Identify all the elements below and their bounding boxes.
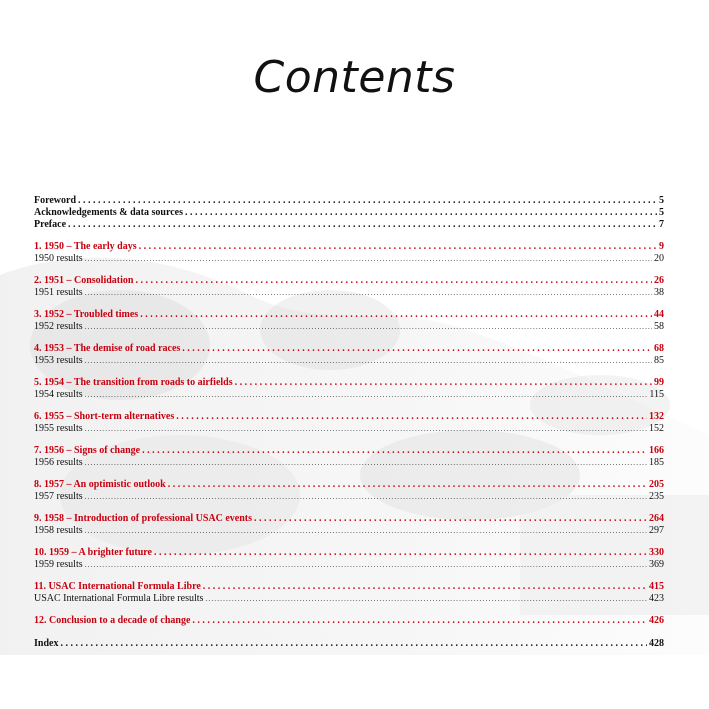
results-label: 1958 results: [34, 525, 83, 536]
dot-leader: [78, 195, 657, 207]
results-label: 1953 results: [34, 355, 83, 366]
chapter-title: 6. 1955 – Short-term alternatives: [34, 411, 175, 422]
chapter-title: 9. 1958 – Introduction of professional USAC events: [34, 513, 252, 524]
chapter-page: 166: [649, 445, 664, 456]
chapter-page: 426: [649, 615, 664, 626]
chapter-page: 205: [649, 479, 664, 490]
dot-leader: [85, 355, 652, 367]
chapter-title: 5. 1954 – The transition from roads to airfields: [34, 377, 233, 388]
dot-leader: [85, 525, 647, 537]
chapter-title: 8. 1957 – An optimistic outlook: [34, 479, 166, 490]
results-page: 38: [654, 287, 664, 298]
chapter-page: 44: [654, 309, 664, 320]
toc-results-1[interactable]: [34, 253, 664, 265]
results-label: 1955 results: [34, 423, 83, 434]
chapter-title: 7. 1956 – Signs of change: [34, 445, 141, 456]
chapter-page: 264: [649, 513, 664, 524]
chapter-page: 99: [654, 377, 664, 388]
dot-leader: [85, 423, 647, 435]
chapter-title: 10. 1959 – A brighter future: [34, 547, 152, 558]
chapter-title: 1. 1950 – The early days: [34, 241, 137, 252]
toc-chapter-5[interactable]: [34, 377, 664, 389]
dot-leader: [85, 287, 652, 299]
chapter-group-6: [34, 411, 664, 435]
toc-entry-acknowledgements[interactable]: [34, 207, 664, 219]
toc-results-8[interactable]: [34, 491, 664, 503]
dot-leader: [154, 547, 647, 559]
toc-entry-foreword[interactable]: [34, 195, 664, 207]
toc-chapter-10[interactable]: [34, 547, 664, 559]
results-page: 115: [649, 389, 664, 400]
results-page: 58: [654, 321, 664, 332]
dot-leader: [85, 253, 652, 265]
toc-entry-label: Preface: [34, 219, 67, 230]
page-title: Contents: [253, 52, 456, 103]
results-page: 185: [649, 457, 664, 468]
toc-chapter-1[interactable]: [34, 241, 664, 253]
toc-results-7[interactable]: [34, 457, 664, 469]
chapter-group-1: [34, 241, 664, 265]
dot-leader: [182, 343, 652, 355]
results-label: USAC International Formula Libre results: [34, 593, 204, 604]
toc-entry-preface[interactable]: [34, 219, 664, 231]
results-label: 1959 results: [34, 559, 83, 570]
toc-entry-page: 428: [649, 638, 664, 649]
dot-leader: [85, 321, 652, 333]
chapter-group-2: [34, 275, 664, 299]
chapter-group-8: [34, 479, 664, 503]
dot-leader: [135, 275, 652, 287]
chapter-group-10: [34, 547, 664, 571]
toc-chapter-6[interactable]: [34, 411, 664, 423]
results-label: 1950 results: [34, 253, 83, 264]
toc-entry-index[interactable]: [34, 638, 664, 650]
toc-chapter-3[interactable]: [34, 309, 664, 321]
dot-leader: [85, 457, 647, 469]
results-label: 1956 results: [34, 457, 83, 468]
dot-leader: [140, 309, 652, 321]
chapter-group-9: [34, 513, 664, 537]
toc-entry-label: Index: [34, 638, 59, 649]
results-label: 1957 results: [34, 491, 83, 502]
toc-results-9[interactable]: [34, 525, 664, 537]
dot-leader: [85, 491, 647, 503]
toc-chapter-2[interactable]: [34, 275, 664, 287]
results-label: 1954 results: [34, 389, 83, 400]
toc-results-11[interactable]: [34, 593, 664, 605]
toc-results-10[interactable]: [34, 559, 664, 571]
toc-entry-page: 5: [659, 195, 664, 206]
dot-leader: [142, 445, 647, 457]
chapter-group-4: [34, 343, 664, 367]
toc-entry-page: 7: [659, 219, 664, 230]
chapter-group-12: [34, 615, 664, 627]
toc-chapter-7[interactable]: [34, 445, 664, 457]
results-page: 235: [649, 491, 664, 502]
chapter-page: 132: [649, 411, 664, 422]
toc-results-2[interactable]: [34, 287, 664, 299]
dot-leader: [139, 241, 657, 253]
dot-leader: [185, 207, 657, 219]
results-page: 297: [649, 525, 664, 536]
toc-chapter-8[interactable]: [34, 479, 664, 491]
toc-chapter-11[interactable]: [34, 581, 664, 593]
chapter-page: 9: [659, 241, 664, 252]
results-page: 20: [654, 253, 664, 264]
toc-chapter-9[interactable]: [34, 513, 664, 525]
toc-entry-label: Acknowledgements & data sources: [34, 207, 183, 218]
results-label: 1951 results: [34, 287, 83, 298]
dot-leader: [203, 581, 647, 593]
toc-chapter-12[interactable]: [34, 615, 664, 627]
chapter-title: 3. 1952 – Troubled times: [34, 309, 139, 320]
dot-leader: [68, 219, 657, 231]
chapter-group-7: [34, 445, 664, 469]
chapter-title: 4. 1953 – The demise of road races: [34, 343, 181, 354]
chapter-title: 2. 1951 – Consolidation: [34, 275, 134, 286]
chapter-page: 415: [649, 581, 664, 592]
results-page: 152: [649, 423, 664, 434]
results-page: 369: [649, 559, 664, 570]
toc-results-4[interactable]: [34, 355, 664, 367]
toc-results-6[interactable]: [34, 423, 664, 435]
dot-leader: [192, 615, 647, 627]
chapter-group-11: [34, 581, 664, 605]
dot-leader: [205, 593, 647, 605]
chapter-group-5: [34, 377, 664, 401]
table-of-contents: [34, 195, 664, 650]
toc-chapter-4[interactable]: [34, 343, 664, 355]
dot-leader: [85, 559, 647, 571]
dot-leader: [235, 377, 652, 389]
results-page: 423: [649, 593, 664, 604]
chapter-title: 12. Conclusion to a decade of change: [34, 615, 191, 626]
dot-leader: [176, 411, 647, 423]
dot-leader: [60, 638, 647, 650]
chapter-page: 68: [654, 343, 664, 354]
dot-leader: [254, 513, 647, 525]
chapter-title: 11. USAC International Formula Libre: [34, 581, 201, 592]
dot-leader: [168, 479, 647, 491]
results-page: 85: [654, 355, 664, 366]
toc-entry-page: 5: [659, 207, 664, 218]
toc-results-5[interactable]: [34, 389, 664, 401]
dot-leader: [85, 389, 648, 401]
chapter-page: 26: [654, 275, 664, 286]
toc-entry-label: Foreword: [34, 195, 77, 206]
chapter-group-3: [34, 309, 664, 333]
chapter-page: 330: [649, 547, 664, 558]
toc-results-3[interactable]: [34, 321, 664, 333]
results-label: 1952 results: [34, 321, 83, 332]
